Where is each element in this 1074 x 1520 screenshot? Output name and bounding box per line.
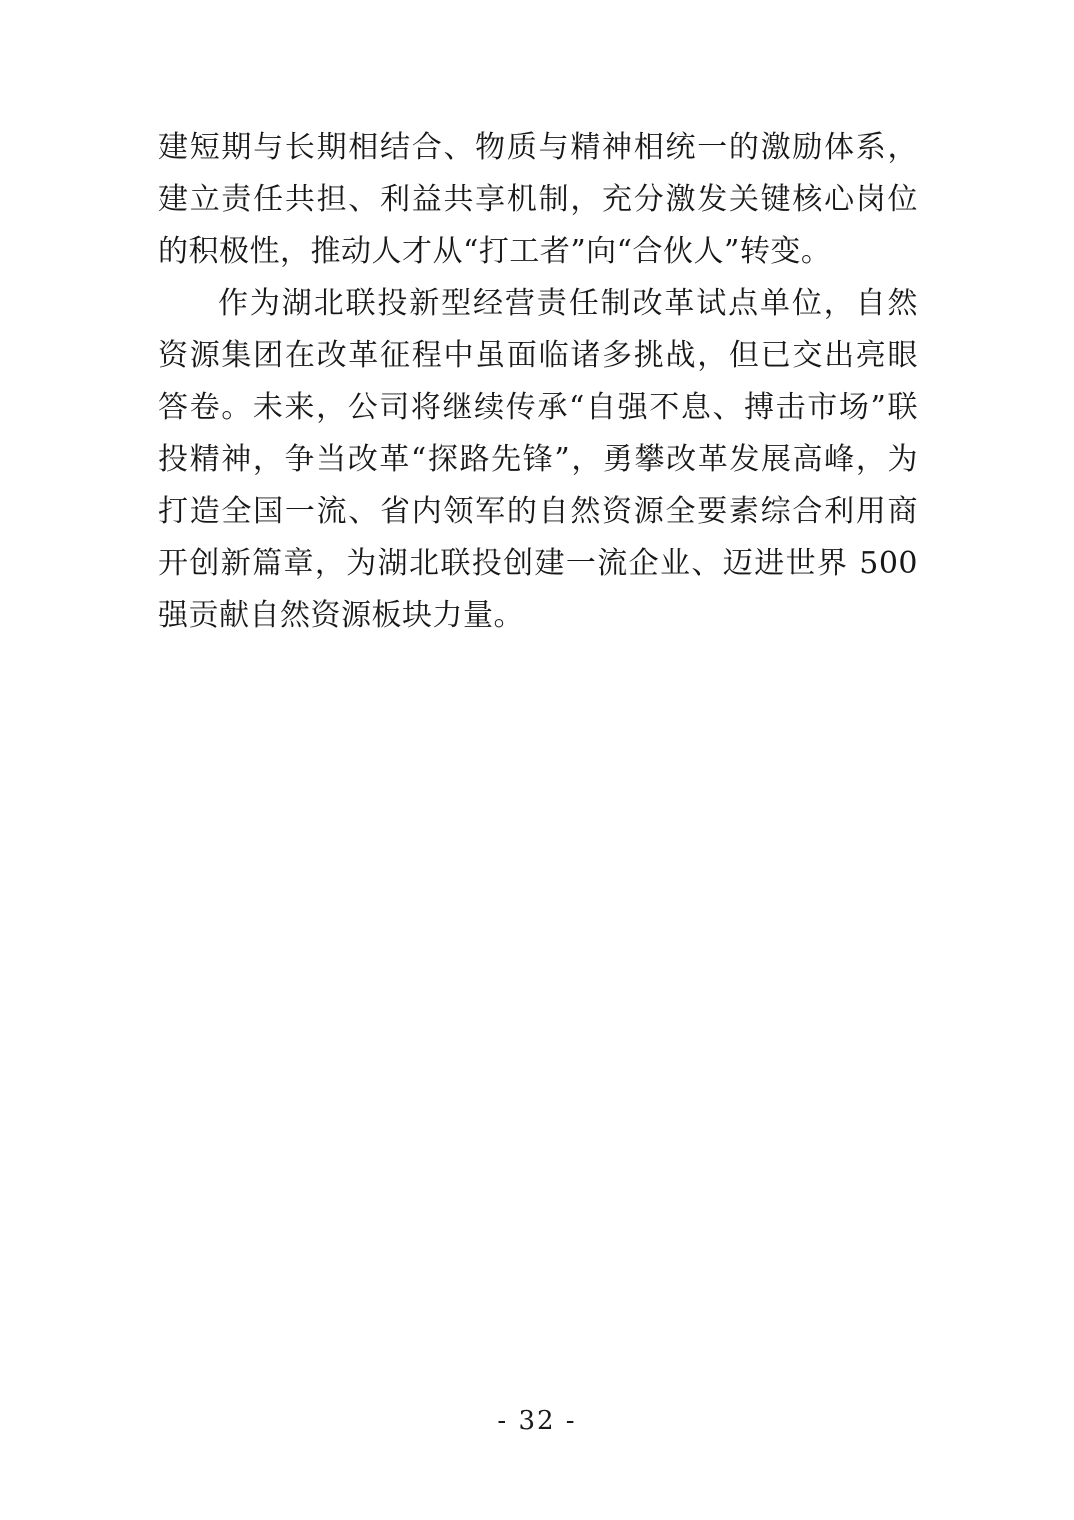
page-number: - 32 - — [497, 1406, 577, 1436]
paragraph-1: 建短期与长期相结合、物质与精神相统一的激励体系，建立责任共担、利益共享机制，充分激发关键核心岗位的积极性，推动人才从“打工者”向“合伙人”转变。 — [158, 130, 918, 269]
page-footer — [0, 1406, 1074, 1436]
page-body — [158, 122, 918, 642]
paragraph-2: 作为湖北联投新型经营责任制改革试点单位，自然资源集团在改革征程中虽面临诸多挑战，但已交出亮眼答卷。未来，公司将继续传承“自强不息、搏击市场”联投精神，争当改革“探路先锋”，勇攀改革发展高峰，为打造全国一流、省内领军的自然资源全要素综合利用商开创新篇章，为湖北联投创建一流企业、迈进世界 500 强贡献自然资源板块力量。 — [158, 286, 918, 633]
